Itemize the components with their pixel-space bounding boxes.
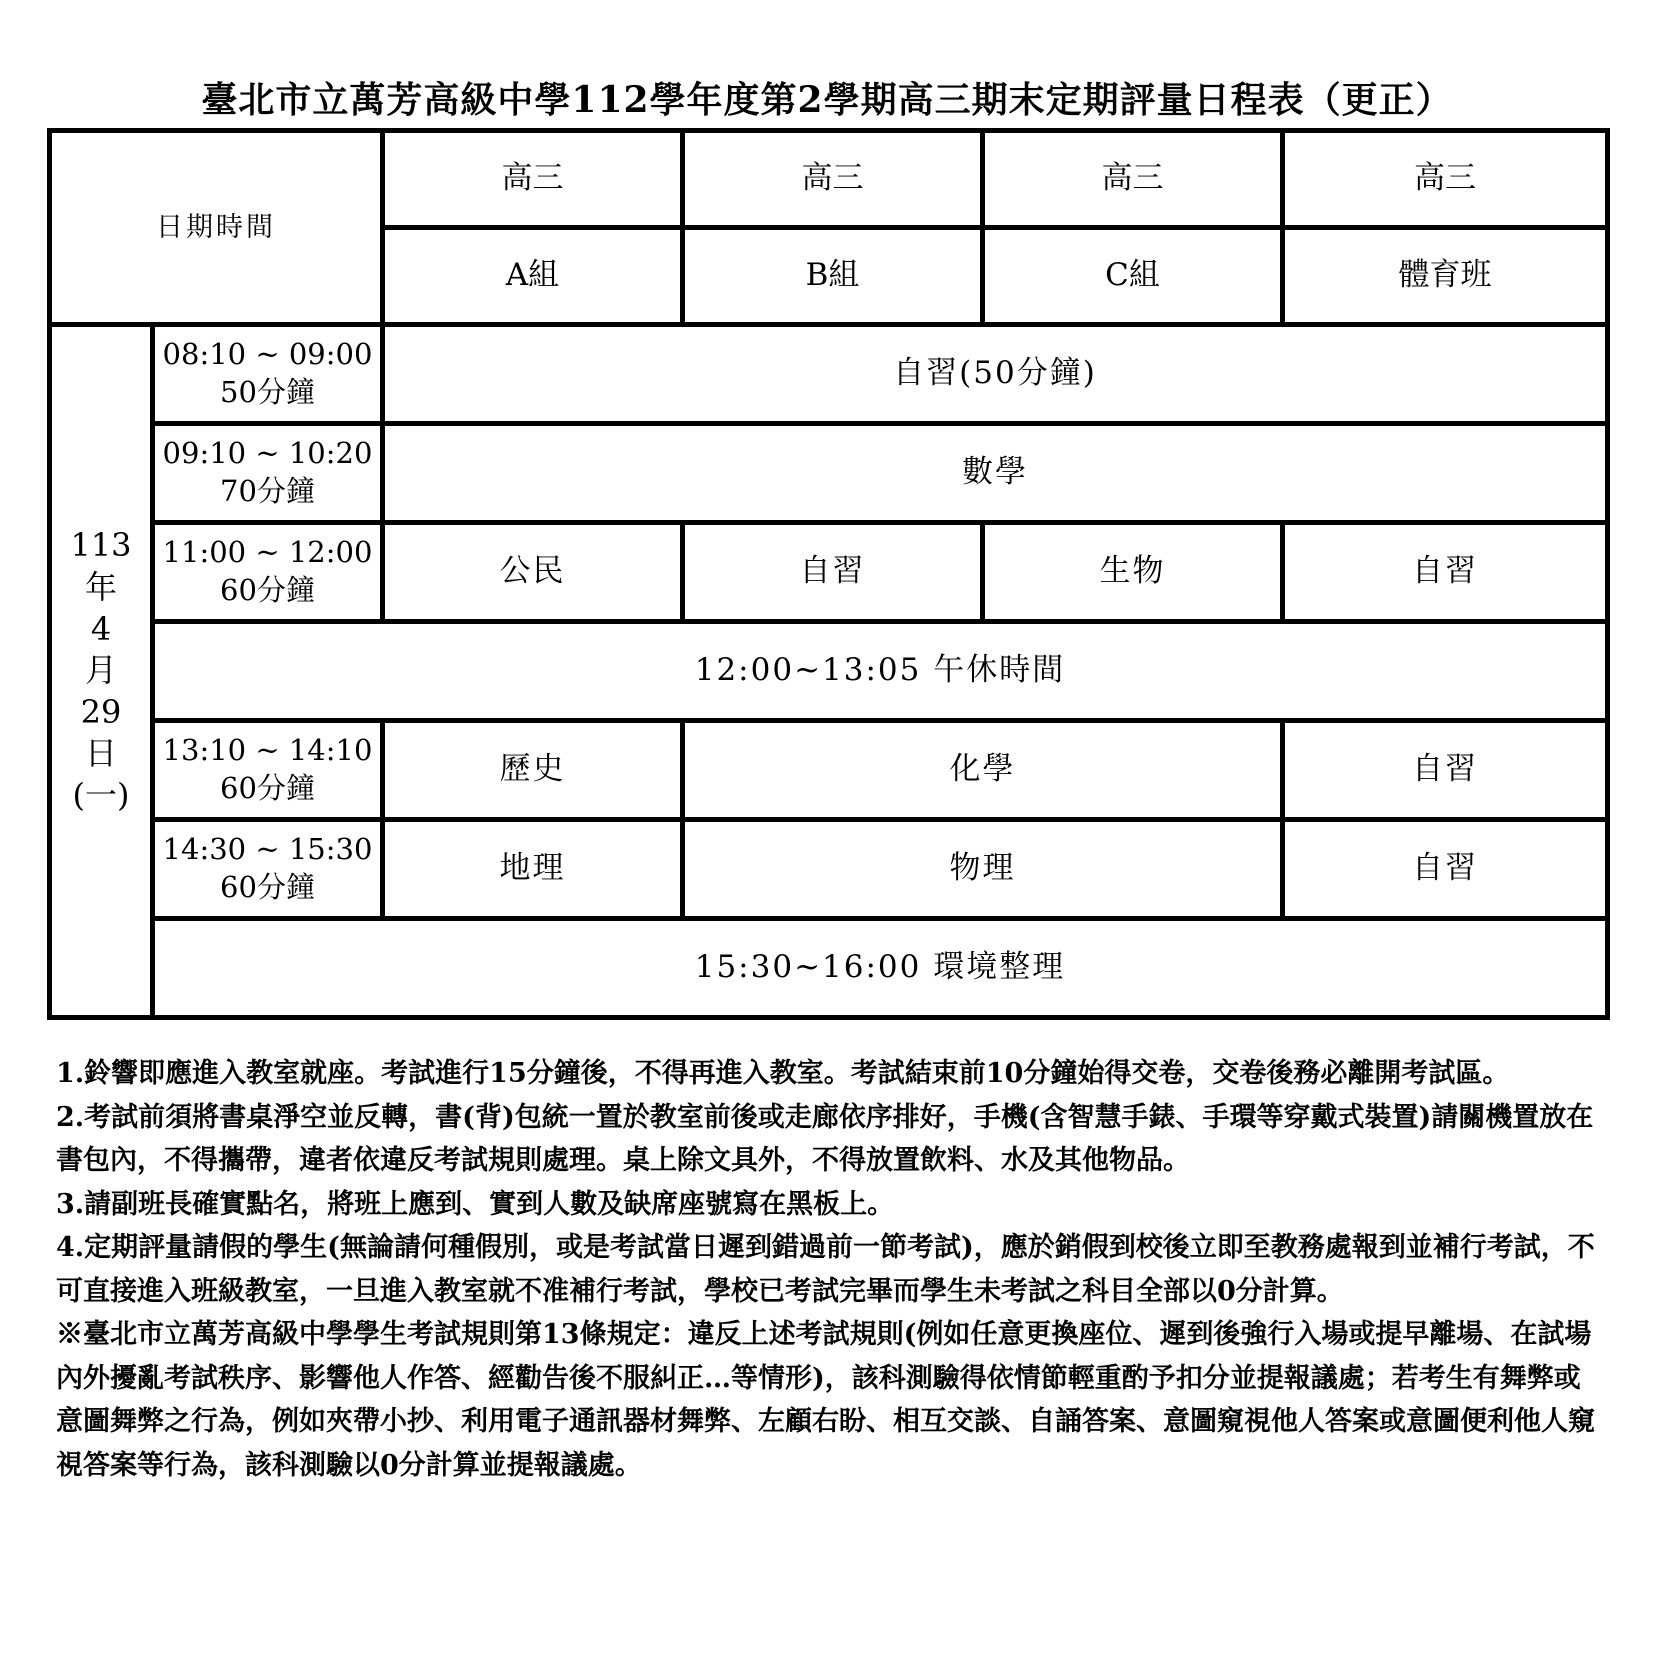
subject-cell-bc: 物理	[683, 819, 1283, 918]
time-slot-cell	[153, 522, 383, 621]
grade-header-pe: 高三	[1283, 131, 1608, 228]
time-duration: 60分鐘	[220, 572, 315, 607]
subject-cell-pe: 自習	[1283, 522, 1608, 621]
subject-cell-b: 自習	[683, 522, 983, 621]
grade-header-a: 高三	[383, 131, 683, 228]
table-row	[50, 324, 1608, 423]
subject-cell-pe: 自習	[1283, 819, 1608, 918]
table-row	[50, 423, 1608, 522]
group-header-b: B組	[683, 227, 983, 324]
note-regulation: ※臺北市立萬芳高級中學學生考試規則第13條規定：違反上述考試規則(例如任意更換座位、遲到後強行入場或提早離場、在試場內外擾亂考試秩序、影響他人作答、經勸告後不服糾正…等情形)，該科測驗得依情節輕重酌予扣分並提報議處；若考生有舞弊或意圖舞弊之行為，例如夾帶小抄、利用電子通訊器材舞弊、左顧右盼、相互交談、自誦答案、意圖窺視他人答案或意圖便利他人窺視答案等行為，該科測驗以0分計算並提報議處。	[56, 1319, 1595, 1481]
time-range: 08:10 ~ 09:00	[162, 337, 373, 372]
time-duration: 50分鐘	[220, 374, 315, 409]
break-row	[50, 621, 1608, 720]
group-header-pe: 體育班	[1283, 227, 1608, 324]
table-row	[50, 819, 1608, 918]
time-duration: 70分鐘	[220, 473, 315, 508]
time-range: 11:00 ~ 12:00	[162, 535, 373, 570]
date-year: 113	[70, 526, 132, 565]
subject-cell-pe: 自習	[1283, 720, 1608, 819]
group-header-c: C組	[983, 227, 1283, 324]
time-range: 14:30 ~ 15:30	[162, 832, 373, 867]
time-slot-cell	[153, 720, 383, 819]
date-month-char: 月	[84, 651, 117, 690]
subject-cell-a: 地理	[383, 819, 683, 918]
time-range: 09:10 ~ 10:20	[162, 436, 373, 471]
subject-cell-all: 數學	[383, 423, 1608, 522]
page-title: 臺北市立萬芳高級中學112學年度第2學期高三期末定期評量日程表（更正）	[201, 79, 1453, 121]
note-item: 1.鈴響即應進入教室就座。考試進行15分鐘後，不得再進入教室。考試結束前10分鐘始得交卷，交卷後務必離開考試區。	[56, 1058, 1510, 1089]
subject-cell-all: 自習(50分鐘)	[383, 324, 1608, 423]
header-row-grade	[50, 131, 1608, 228]
subject-cell-bc: 化學	[683, 720, 1283, 819]
grade-header-b: 高三	[683, 131, 983, 228]
cleanup-cell: 15:30~16:00 環境整理	[153, 918, 1608, 1017]
date-month: 4	[90, 609, 112, 648]
exam-schedule-table	[47, 128, 1610, 1020]
lunch-break-cell: 12:00~13:05 午休時間	[153, 621, 1608, 720]
table-row	[50, 720, 1608, 819]
time-duration: 60分鐘	[220, 770, 315, 805]
table-row	[50, 522, 1608, 621]
date-time-header: 日期時間	[50, 131, 383, 325]
exam-date-cell	[50, 324, 153, 1017]
break-row	[50, 918, 1608, 1017]
exam-rules-notes	[56, 1052, 1596, 1487]
subject-cell-c: 生物	[983, 522, 1283, 621]
note-item: 3.請副班長確實點名，將班上應到、實到人數及缺席座號寫在黑板上。	[56, 1188, 895, 1220]
time-slot-cell	[153, 324, 383, 423]
date-day: 29	[80, 692, 122, 731]
group-header-a: A組	[383, 227, 683, 324]
note-item: 2.考試前須將書桌淨空並反轉，書(背)包統一置於教室前後或走廊依序排好，手機(含智慧手錶、手環等穿戴式裝置)請關機置放在書包內，不得攜帶，違者依違反考試規則處理。桌上除文具外，不得放置飲料、水及其他物品。	[56, 1101, 1594, 1176]
time-duration: 60分鐘	[220, 869, 315, 904]
grade-header-c: 高三	[983, 131, 1283, 228]
date-weekday: (一)	[72, 775, 130, 814]
note-item: 4.定期評量請假的學生(無論請何種假別，或是考試當日遲到錯過前一節考試)，應於銷假到校後立即至教務處報到並補行考試，不可直接進入班級教室，一旦進入教室就不准補行考試，學校已考試完畢而學生未考試之科目全部以0分計算。	[56, 1232, 1595, 1307]
subject-cell-a: 公民	[383, 522, 683, 621]
date-day-char: 日	[84, 734, 117, 773]
time-slot-cell	[153, 819, 383, 918]
subject-cell-a: 歷史	[383, 720, 683, 819]
time-range: 13:10 ~ 14:10	[162, 733, 373, 768]
date-year-char: 年	[84, 567, 117, 606]
time-slot-cell	[153, 423, 383, 522]
